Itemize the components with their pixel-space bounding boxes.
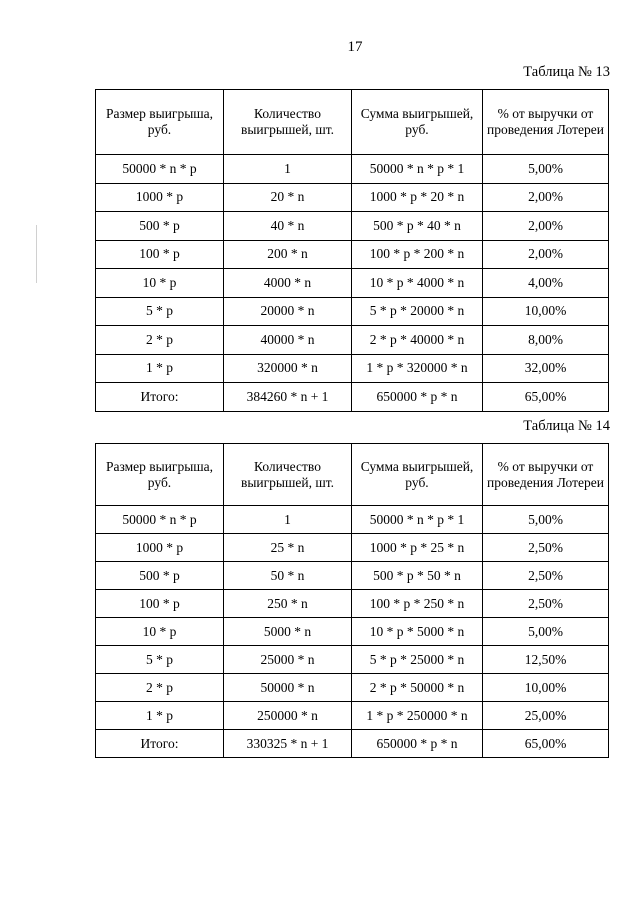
cell-revenue-percent: 2,50% — [483, 590, 609, 618]
cell-revenue-percent: 32,00% — [483, 354, 609, 383]
cell-prize-size: 5 * p — [96, 646, 224, 674]
cell-prize-count: 1 — [224, 155, 352, 184]
cell-revenue-percent: 8,00% — [483, 326, 609, 355]
cell-prize-count: 384260 * n + 1 — [224, 383, 352, 412]
table-row — [96, 674, 609, 702]
cell-prize-sum: 2 * p * 50000 * n — [352, 674, 483, 702]
cell-prize-count: 25 * n — [224, 534, 352, 562]
prize-table-14 — [95, 443, 609, 758]
cell-prize-sum: 1000 * p * 25 * n — [352, 534, 483, 562]
cell-prize-count: 50000 * n — [224, 674, 352, 702]
cell-prize-size: 10 * p — [96, 618, 224, 646]
cell-prize-size: Итого: — [96, 383, 224, 412]
table-row — [96, 506, 609, 534]
header-prize-sum: Сумма выигрышей, руб. — [352, 90, 483, 155]
cell-prize-size: 1 * p — [96, 702, 224, 730]
cell-revenue-percent: 5,00% — [483, 155, 609, 184]
cell-prize-sum: 500 * p * 50 * n — [352, 562, 483, 590]
cell-prize-size: 10 * p — [96, 269, 224, 298]
cell-prize-count: 250 * n — [224, 590, 352, 618]
header-prize-size: Размер выигрыша, руб. — [96, 90, 224, 155]
cell-prize-size: 100 * p — [96, 240, 224, 269]
cell-prize-sum: 500 * p * 40 * n — [352, 212, 483, 241]
cell-prize-size: 5 * p — [96, 297, 224, 326]
cell-revenue-percent: 2,00% — [483, 183, 609, 212]
cell-prize-count: 330325 * n + 1 — [224, 730, 352, 758]
cell-prize-count: 20000 * n — [224, 297, 352, 326]
cell-revenue-percent: 25,00% — [483, 702, 609, 730]
cell-prize-size: 50000 * n * p — [96, 506, 224, 534]
table-row — [96, 590, 609, 618]
cell-revenue-percent: 5,00% — [483, 506, 609, 534]
table-row — [96, 618, 609, 646]
header-prize-sum: Сумма выигрышей, руб. — [352, 444, 483, 506]
cell-revenue-percent: 2,00% — [483, 240, 609, 269]
table-14-caption: Таблица № 14 — [523, 418, 610, 434]
cell-prize-size: 500 * p — [96, 562, 224, 590]
cell-prize-sum: 10 * p * 5000 * n — [352, 618, 483, 646]
cell-prize-count: 5000 * n — [224, 618, 352, 646]
cell-prize-sum: 1 * p * 250000 * n — [352, 702, 483, 730]
cell-revenue-percent: 2,50% — [483, 562, 609, 590]
cell-prize-count: 200 * n — [224, 240, 352, 269]
cell-prize-sum: 1 * p * 320000 * n — [352, 354, 483, 383]
cell-revenue-percent: 2,00% — [483, 212, 609, 241]
table-row — [96, 646, 609, 674]
table-row — [96, 212, 609, 241]
cell-prize-size: 50000 * n * p — [96, 155, 224, 184]
cell-prize-sum: 100 * p * 250 * n — [352, 590, 483, 618]
table-row — [96, 534, 609, 562]
cell-prize-sum: 50000 * n * p * 1 — [352, 506, 483, 534]
cell-prize-count: 40000 * n — [224, 326, 352, 355]
cell-prize-count: 1 — [224, 506, 352, 534]
header-prize-size: Размер выигрыша, руб. — [96, 444, 224, 506]
cell-prize-sum: 650000 * p * n — [352, 730, 483, 758]
cell-revenue-percent: 10,00% — [483, 674, 609, 702]
cell-revenue-percent: 65,00% — [483, 383, 609, 412]
cell-prize-sum: 50000 * n * p * 1 — [352, 155, 483, 184]
table-total-row — [96, 730, 609, 758]
page-number: 17 — [347, 39, 363, 55]
cell-prize-sum: 10 * p * 4000 * n — [352, 269, 483, 298]
table-row — [96, 155, 609, 184]
cell-prize-size: 2 * p — [96, 326, 224, 355]
header-revenue-percent: % от выручки от проведения Лотереи — [483, 90, 609, 155]
table-row — [96, 269, 609, 298]
cell-prize-sum: 650000 * p * n — [352, 383, 483, 412]
cell-prize-size: 1000 * p — [96, 183, 224, 212]
cell-revenue-percent: 4,00% — [483, 269, 609, 298]
cell-revenue-percent: 65,00% — [483, 730, 609, 758]
table-row — [96, 297, 609, 326]
prize-table-13 — [95, 89, 609, 412]
cell-prize-size: 100 * p — [96, 590, 224, 618]
cell-prize-size: Итого: — [96, 730, 224, 758]
cell-prize-size: 1 * p — [96, 354, 224, 383]
table-13-caption: Таблица № 13 — [523, 64, 610, 80]
cell-prize-size: 2 * p — [96, 674, 224, 702]
cell-prize-count: 250000 * n — [224, 702, 352, 730]
cell-revenue-percent: 2,50% — [483, 534, 609, 562]
cell-prize-count: 50 * n — [224, 562, 352, 590]
margin-scan-mark — [36, 225, 37, 283]
table-row — [96, 326, 609, 355]
cell-prize-size: 1000 * p — [96, 534, 224, 562]
cell-prize-sum: 2 * p * 40000 * n — [352, 326, 483, 355]
cell-prize-size: 500 * p — [96, 212, 224, 241]
table-header-row — [96, 90, 609, 155]
cell-revenue-percent: 5,00% — [483, 618, 609, 646]
cell-prize-count: 20 * n — [224, 183, 352, 212]
cell-prize-count: 25000 * n — [224, 646, 352, 674]
cell-prize-sum: 5 * p * 25000 * n — [352, 646, 483, 674]
cell-prize-sum: 100 * p * 200 * n — [352, 240, 483, 269]
table-row — [96, 183, 609, 212]
table-total-row — [96, 383, 609, 412]
table-row — [96, 240, 609, 269]
cell-prize-count: 4000 * n — [224, 269, 352, 298]
cell-prize-count: 40 * n — [224, 212, 352, 241]
table-header-row — [96, 444, 609, 506]
cell-revenue-percent: 10,00% — [483, 297, 609, 326]
table-row — [96, 354, 609, 383]
cell-prize-sum: 1000 * p * 20 * n — [352, 183, 483, 212]
cell-prize-sum: 5 * p * 20000 * n — [352, 297, 483, 326]
cell-prize-count: 320000 * n — [224, 354, 352, 383]
header-prize-count: Количество выигрышей, шт. — [224, 444, 352, 506]
table-row — [96, 702, 609, 730]
header-prize-count: Количество выигрышей, шт. — [224, 90, 352, 155]
cell-revenue-percent: 12,50% — [483, 646, 609, 674]
table-row — [96, 562, 609, 590]
header-revenue-percent: % от выручки от проведения Лотереи — [483, 444, 609, 506]
